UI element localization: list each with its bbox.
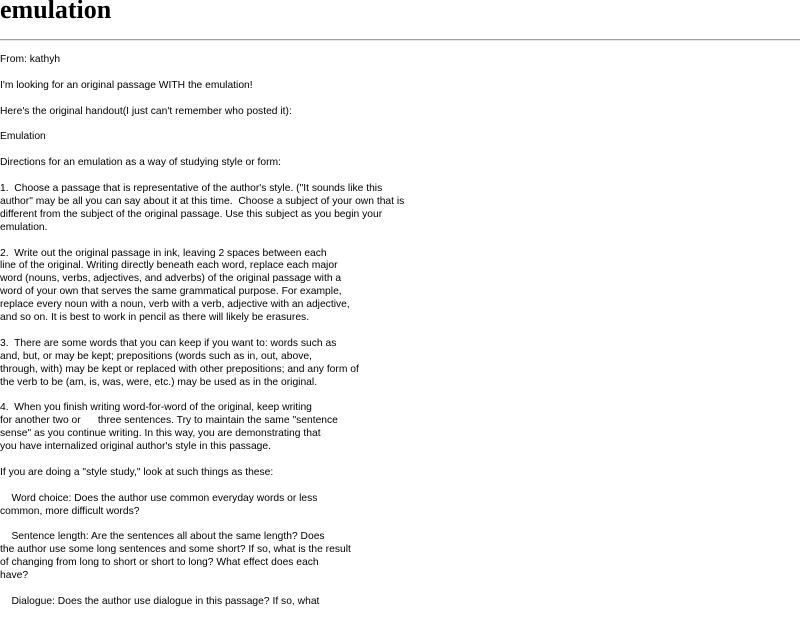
post-paragraph: I'm looking for an original passage WITH the emulation! [0,79,253,91]
style-study-word-choice: Word choice: Does the author use common everyday words or less common, more difficult words? [0,492,318,517]
handout-title: Emulation [0,131,46,143]
post-body [0,54,800,622]
style-study-intro: If you are doing a "style study," look at such things as these: [0,466,274,478]
handout-step-3: 3. There are some words that you can keep if you want to: words such as and, but, or may be kept; prepositions (words such as in, out, above, through, with) may be kept or replaced with other prepositions; and any form of the verb to be (am, is, was, were, etc.) may be used as in the original. [0,337,359,388]
handout-step-4: 4. When you finish writing word-for-word of the original, keep writing for another two or three sentences. Try to maintain the same "sentence sense" as you continue writing. In this way, you are demonstrating that you have internalized original author's style in this passage. [0,402,338,453]
horizontal-rule [0,39,800,41]
handout-step-1: 1. Choose a passage that is representative of the author's style. ("It sounds like this author" may be all you can say about it at this time. Choose a subject of your own that is different from the subject of the original passage. Use this subject as you begin your emulation. [0,182,405,233]
page-title: emulation [0,0,112,24]
handout-step-2: 2. Write out the original passage in ink, leaving 2 spaces between each line of the original. Writing directly beneath each word, replace each major word (nouns, verbs, adjectives, and adverbs) of the original passage with a word of your own that serves the same grammatical purpose. For example, replace every noun with a noun, verb with a verb, adjective with an adjective, and so on. It is best to work in pencil as there will likely be erasures. [0,247,350,324]
post-paragraph: Here's the original handout(I just can't remember who posted it): [0,105,292,117]
style-study-sentence-length: Sentence length: Are the sentences all about the same length? Does the author use some long sentences and some short? If so, what is the result of changing from long to short or short to long? What effect does each have? [0,531,351,582]
post-from: From: kathyh [0,54,61,65]
style-study-dialogue: Dialogue: Does the author use dialogue in this passage? If so, what [0,595,320,607]
handout-directions: Directions for an emulation as a way of studying style or form: [0,157,281,169]
